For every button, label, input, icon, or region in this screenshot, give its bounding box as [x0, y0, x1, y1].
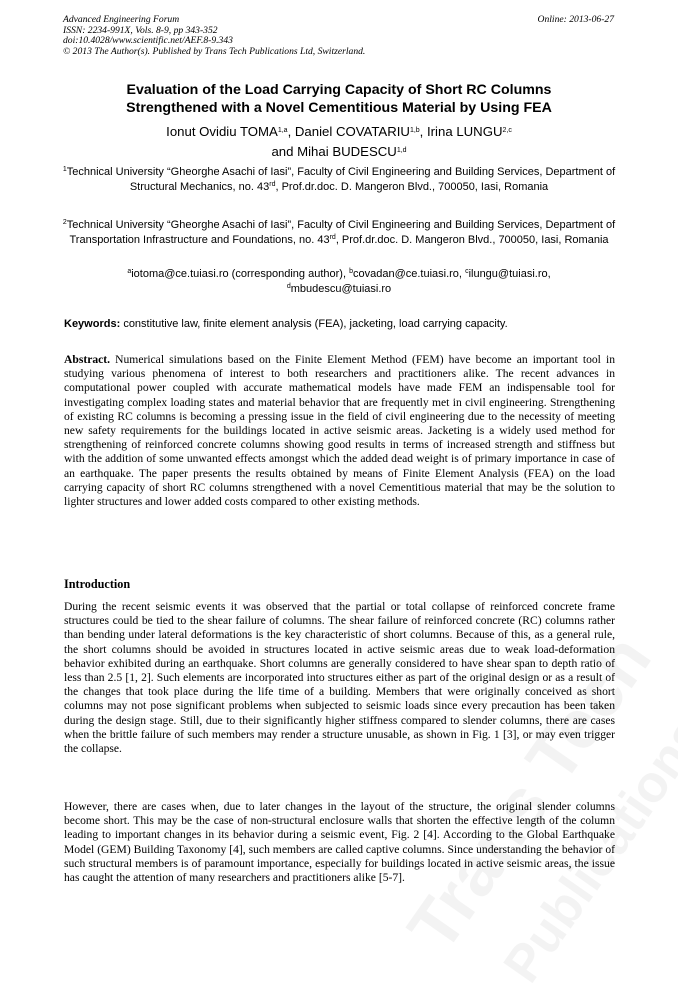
author-affiliation-mark: 1,d — [396, 147, 407, 154]
email-link[interactable]: covadan@ce.tuiasi.ro, — [352, 268, 462, 280]
author-name: Irina LUNGU — [427, 124, 503, 139]
intro-paragraph-2: However, there are cases when, due to later changes in the layout of the structure, the original slender columns become short. This may be the case of non-structural enclosure walls that shorten the effective length of the column leading to important changes in its behavior during a seismic event, Fig. 2 [4]. According to the Global Earthquake Model (GEM) Building Taxonomy [4], such members are called captive columns. Since understanding the behavior of such structural members is of paramount importance, especially for buildings located in active seismic areas, the issue has caught the attention of many researchers and practitioners alike [5-7]. — [64, 800, 615, 885]
issn-line: ISSN: 2234-991X, Vols. 8-9, pp 343-352 — [63, 24, 218, 36]
email-link[interactable]: iotoma@ce.tuiasi.ro (corresponding author), — [131, 268, 347, 280]
title-line-1: Evaluation of the Load Carrying Capacity of Short RC Columns — [126, 82, 552, 98]
intro-paragraph-1: During the recent seismic events it was observed that the partial or total collapse of reinforced concrete frame structures could be tied to the shear failure of columns. The shear failure of reinforced concrete (RC) columns rather than bending under lateral deformations is the key characteristic of short columns. Because of this, as a general rule, the short columns should be avoided in structures located in active seismic areas due to weak load-deformation behavior exhibited during an earthquake. Short columns are generally considered to have shear span to depth ratio of less than 2.5 [1, 2]. Such elements are incorporated into structures either as part of the original design or as a result of the changes that took place during the life time of a building. Members that were originally conceived as short columns may not pose significant problems when subjected to seismic loads since every precaution has been taken during the design stage. Still, due to their significantly higher stiffness compared to slender columns, there are cases when the brittle failure of such members may render a structure unusable, as shown in Fig. 1 [3], or may even trigger the collapse. — [64, 600, 615, 756]
journal-name: Advanced Engineering Forum — [63, 14, 180, 25]
author-conjunction: and — [271, 144, 294, 159]
author-affiliation-mark: 1,a — [277, 127, 288, 134]
copyright-line: © 2013 The Author(s). Published by Trans Tech Publications Ltd, Switzerland. — [63, 45, 366, 57]
title-line-2: Strengthened with a Novel Cementitious Material by Using FEA — [126, 100, 552, 116]
email-link[interactable]: ilungu@tuiasi.ro, — [468, 268, 551, 280]
author-affiliation-mark: 1,b — [409, 127, 420, 134]
author-name: Mihai BUDESCU — [297, 144, 397, 159]
author-list: Ionut Ovidiu TOMA$^{1,a}$, Daniel COVATARIU$^{1,b}$, Irina LUNGU$^{2,c}$ and Mihai BUDESCU$^{1,d}$ — [166, 124, 512, 159]
doi-line: doi:10.4028/www.scientific.net/AEF.8-9.343 — [63, 35, 233, 47]
author-affiliation-mark: 2,c — [502, 127, 512, 134]
author-name: Ionut Ovidiu TOMA — [166, 124, 278, 139]
paper-title — [60, 81, 618, 117]
author-emails: $^a$iotoma@ce.tuiasi.ro (corresponding author), $^b$covadan@ce.tuiasi.ro, $^c$ilungu@tuiasi.ro, $^d$mbudescu@tuiasi.ro — [127, 268, 551, 295]
online-date: Online: 2013-06-27 — [537, 14, 614, 25]
author-name: Daniel COVATARIU — [294, 124, 410, 139]
journal-header — [63, 15, 493, 57]
keywords-label: Keywords: — [64, 318, 121, 330]
affiliation-2: $^2$Technical University “Gheorghe Asachi of Iasi”, Faculty of Civil Engineering and Building Services, Department of Transportation Infrastructure and Foundations, no. 43rd, Prof.dr.doc. D. Mangeron Blvd., 700050, Iasi, Romania — [62, 219, 616, 247]
affiliation-1: $^1$Technical University “Gheorghe Asachi of Iasi”, Faculty of Civil Engineering and Building Services, Department of Structural Mechanics, no. 43rd, Prof.dr.doc. D. Mangeron Blvd., 700050, Iasi, Romania — [62, 166, 616, 194]
abstract-label: Abstract. — [64, 353, 111, 366]
abstract-text: Numerical simulations based on the Finite Element Method (FEM) have become an important tool in studying various phenomena of interest to both researchers and practitioners alike. The recent advances in computational power coupled with accurate mathematical models have made FEM an indispensable tool for investigating complex loading states and material behavior that are frequently met in civil engineering. Strengthening of existing RC columns is becoming a pressing issue in the field of civil engineering due to the necessity of meeting new safety requirements for the buildings located in active seismic areas. Jacketing is a widely used method for strengthening of reinforced concrete columns showing good results in terms of increased strength and stiffness but with the addition of some unwanted effects amongst which the added dead weight is of primary importance in case of an earthquake. The paper presents the results obtained by means of Finite Element Analysis (FEA) on the load carrying capacity of short RC columns strengthened with a novel Cementitious material that may be the solution to lighter structures and lower added costs compared to other existing methods. — [64, 353, 615, 509]
section-heading-introduction: Introduction — [64, 577, 131, 591]
abstract — [64, 353, 615, 509]
keywords — [64, 317, 616, 332]
email-link[interactable]: mbudescu@tuiasi.ro — [290, 282, 392, 295]
keywords-text: constitutive law, finite element analysis (FEA), jacketing, load carrying capacity. — [123, 318, 508, 330]
